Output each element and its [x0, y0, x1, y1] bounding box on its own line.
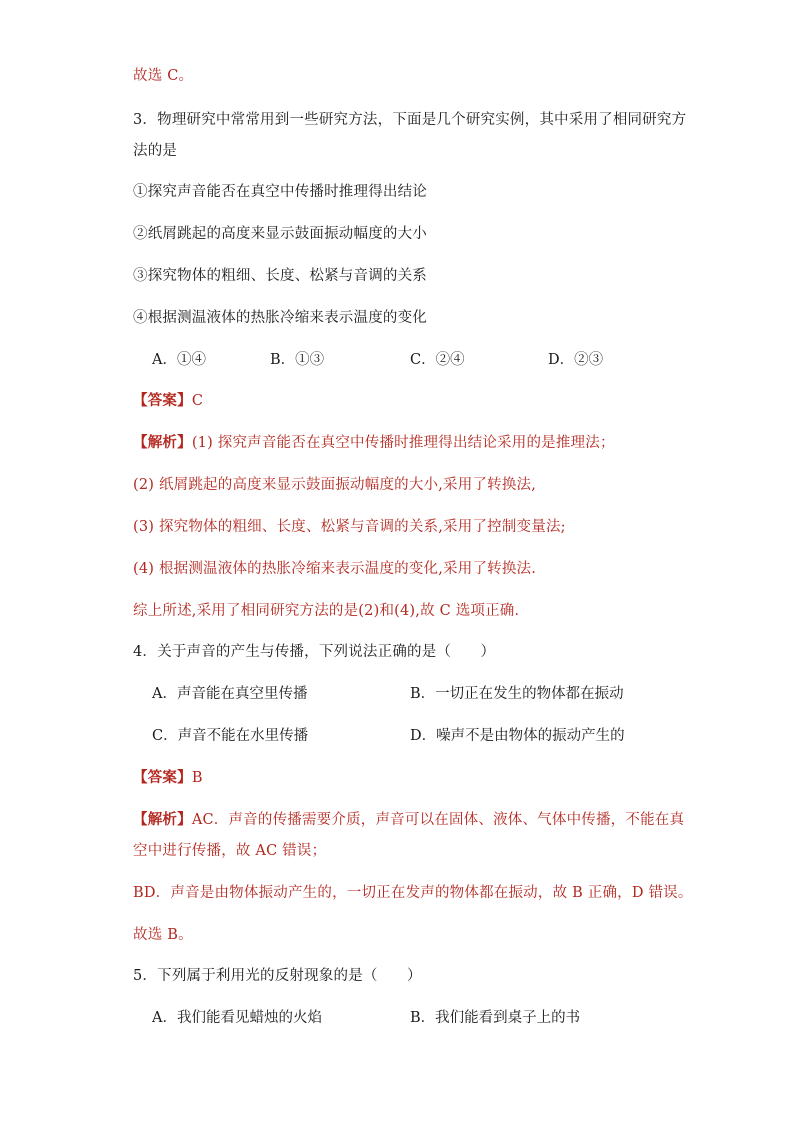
q3-option-c: C．②④	[410, 352, 465, 368]
prev-conclusion: 故选 C。	[133, 68, 194, 84]
q4-answer	[133, 768, 203, 788]
q3-item-3: ③探究物体的粗细、长度、松紧与音调的关系	[133, 268, 427, 284]
q4-option-b: B．一切正在发生的物体都在振动	[410, 686, 624, 702]
q3-option-b: B．①③	[270, 352, 325, 368]
q3-stem-line2: 法的是	[133, 143, 178, 159]
answer-value: C	[191, 393, 204, 409]
q3-option-d: D．②③	[548, 352, 604, 368]
answer-value: B	[191, 770, 203, 786]
analysis-tag: 【解析】	[133, 434, 192, 451]
q3-analysis-4: (4) 根据测温液体的热胀冷缩来表示温度的变化,采用了转换法.	[133, 561, 537, 577]
q3-option-a: A．①④	[152, 352, 206, 368]
q4-option-a: A．声音能在真空里传播	[152, 686, 308, 702]
q4-option-d: D．噪声不是由物体的振动产生的	[410, 728, 625, 744]
q5-stem: 5．下列属于利用光的反射现象的是（ ）	[133, 968, 422, 984]
q3-answer	[133, 391, 203, 411]
q3-analysis-2: (2) 纸屑跳起的高度来显示鼓面振动幅度的大小,采用了转换法,	[133, 477, 537, 493]
q3-item-1: ①探究声音能否在真空中传播时推理得出结论	[133, 184, 427, 200]
q3-stem-line1: 3．物理研究中常常用到一些研究方法，下面是几个研究实例，其中采用了相同研究方	[133, 112, 687, 128]
q5-option-b: B．我们能看到桌子上的书	[410, 1010, 581, 1026]
q4-stem: 4．关于声音的产生与传播，下列说法正确的是（ ）	[133, 644, 496, 660]
q4-analysis-2: 空中进行传播，故 AC 错误；	[133, 843, 327, 859]
answer-tag: 【答案】	[133, 392, 192, 409]
q4-analysis-3: BD．声音是由物体振动产生的，一切正在发声的物体都在振动，故 B 正确，D 错误。	[133, 885, 693, 901]
q4-option-c: C．声音不能在水里传播	[152, 728, 309, 744]
q3-item-2: ②纸屑跳起的高度来显示鼓面振动幅度的大小	[133, 226, 427, 242]
q3-analysis-5: 综上所述,采用了相同研究方法的是(2)和(4),故 C 选项正确．	[133, 603, 530, 619]
analysis-tag: 【解析】	[133, 811, 192, 828]
q3-item-4: ④根据测温液体的热胀冷缩来表示温度的变化	[133, 310, 427, 326]
analysis-text: (1) 探究声音能否在真空中传播时推理得出结论采用的是推理法；	[191, 435, 615, 451]
analysis-text: AC．声音的传播需要介质，声音可以在固体、液体、气体中传播，不能在真	[191, 812, 685, 828]
q3-analysis-3: (3) 探究物体的粗细、长度、松紧与音调的关系,采用了控制变量法;	[133, 519, 566, 535]
q5-option-a: A．我们能看见蜡烛的火焰	[152, 1010, 322, 1026]
answer-tag: 【答案】	[133, 769, 192, 786]
q3-analysis-1	[133, 433, 615, 453]
q4-analysis-1	[133, 810, 684, 830]
q4-conclusion: 故选 B。	[133, 927, 193, 943]
